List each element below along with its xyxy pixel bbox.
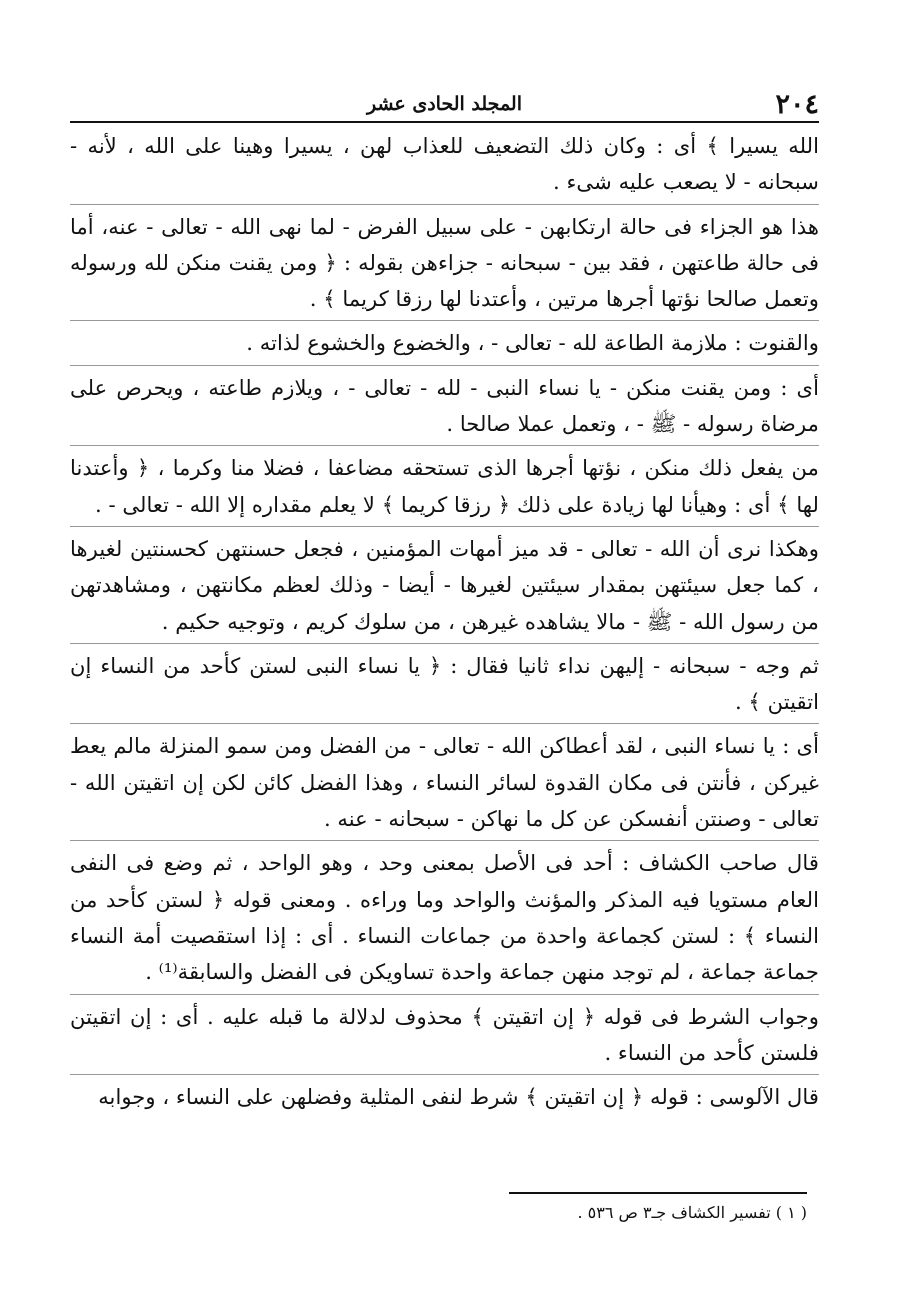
paragraph: قال الآلوسى : قوله ﴿ إن اتقيتن ﴾ شرط لنفى المثلية وفضلهن على النساء ، وجوابه	[98, 1084, 819, 1110]
paragraph: وهكذا نرى أن الله - تعالى - قد ميز أمهات المؤمنين ، فجعل حسنتهن كحسنتين لغيرها ، كما جعل سيئتهن بمقدار سيئتين لغيرها - أيضا - وذلك لعظم مكانتهن ، ومشاهدتهن من رسول الله - ﷺ - مالا يشاهده غيرهن ، من سلوك كريم ، وتوجيه حكيم .	[70, 535, 819, 634]
body-text	[70, 128, 819, 1118]
paragraph-divider	[70, 1074, 819, 1075]
page-number: ٢٠٤	[775, 89, 819, 120]
paragraph: والقنوت : ملازمة الطاعة لله - تعالى - ، والخضوع والخشوع لذاته .	[246, 330, 819, 356]
paragraph: أى : ومن يقنت منكن - يا نساء النبى - لله - تعالى - ، ويلازم طاعته ، ويحرص على مرضاة رسوله - ﷺ - ، وتعمل عملا صالحا .	[70, 374, 819, 437]
running-title: المجلد الحادى عشر	[366, 93, 523, 115]
paragraph-divider	[70, 643, 819, 644]
paragraph: هذا هو الجزاء فى حالة ارتكابهن - على سبيل الفرض - لما نهى الله - تعالى - عنه، أما فى حالة طاعتهن ، فقد بين - سبحانه - جزاءهن بقوله : ﴿ ومن يقنت منكن لله ورسوله وتعمل صالحا نؤتها أجرها مرتين ، وأعتدنا لها رزقا كريما ﴾ .	[70, 213, 819, 312]
paragraph: قال صاحب الكشاف : أحد فى الأصل بمعنى وحد ، وهو الواحد ، ثم وضع فى النفى العام مستويا فيه المذكر والمؤنث والواحد وما وراءه . ومعنى قوله ﴿ لستن كأحد من النساء ﴾ : لستن كجماعة واحدة من جماعات النساء . أى : إذا استقصيت أمة النساء جماعة جماعة ، لم توجد منهن جماعة واحدة تساويكن فى الفضل والسابقة⁽¹⁾ .	[70, 850, 819, 985]
header-rule	[70, 121, 819, 123]
paragraph: من يفعل ذلك منكن ، نؤتها أجرها الذى تستحقه مضاعفا ، فضلا منا وكرما ، ﴿ وأعتدنا لها ﴾ أى : وهيأنا لها زيادة على ذلك ﴿ رزقا كريما ﴾ لا يعلم مقداره إلا الله - تعالى - .	[70, 455, 819, 517]
paragraph-divider	[70, 526, 819, 527]
paragraph: وجواب الشرط فى قوله ﴿ إن اتقيتن ﴾ محذوف لدلالة ما قبله عليه . أى : إن اتقيتن فلستن كأحد من النساء .	[70, 1003, 819, 1065]
paragraph-divider	[70, 723, 819, 724]
paragraph-divider	[70, 840, 819, 841]
paragraph-divider	[70, 994, 819, 995]
paragraph-divider	[70, 365, 819, 366]
footnote: ( ١ ) تفسير الكشاف جـ٣ ص ٥٣٦ .	[577, 1203, 807, 1222]
paragraph: أى : يا نساء النبى ، لقد أعطاكن الله - تعالى - من الفضل ومن سمو المنزلة مالم يعط غيركن ، فأنتن فى مكان القدوة لسائر النساء ، وهذا الفضل كائن لكن إن اتقيتن الله - تعالى - وصنتن أنفسكن عن كل ما نهاكن - سبحانه - عنه .	[70, 733, 819, 832]
paragraph: الله يسيرا ﴾ أى : وكان ذلك التضعيف للعذاب لهن ، يسيرا وهينا على الله ، لأنه - سبحانه - لا يصعب عليه شىء .	[70, 133, 819, 195]
footnote-rule	[509, 1192, 807, 1194]
paragraph-divider	[70, 320, 819, 321]
page-header	[70, 78, 819, 118]
paragraph: ثم وجه - سبحانه - إليهن نداء ثانيا فقال : ﴿ يا نساء النبى لستن كأحد من النساء إن اتقيتن ﴾ .	[70, 652, 819, 715]
paragraph-divider	[70, 204, 819, 205]
paragraph-divider	[70, 445, 819, 446]
